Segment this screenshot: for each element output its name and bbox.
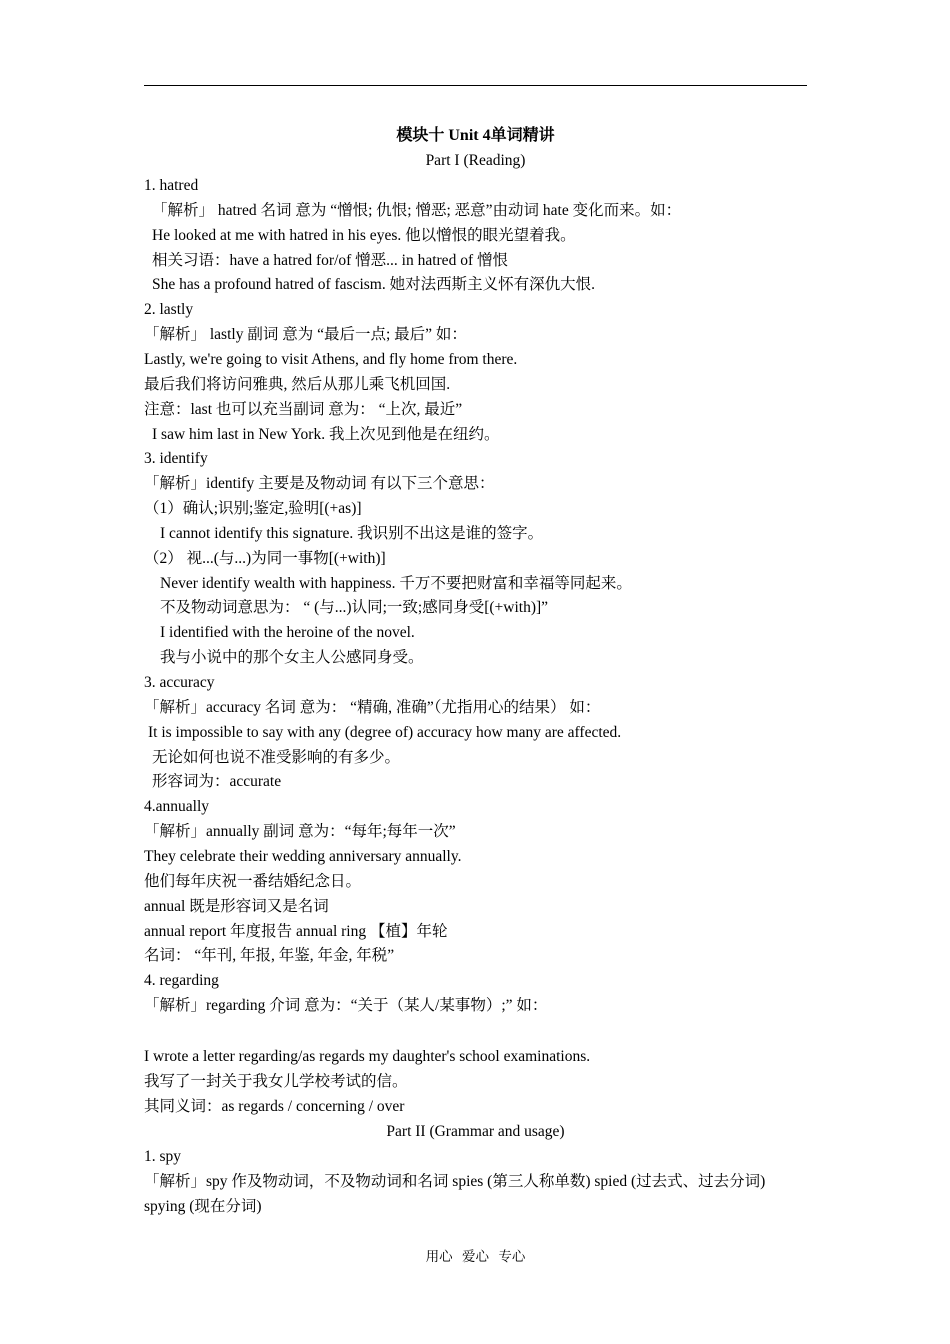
page-footer: 用心 爱心 专心: [425, 1249, 526, 1264]
text-line: 「解析」identify 主要是及物动词 有以下三个意思：: [144, 475, 495, 493]
text-line: annual 既是形容词又是名词: [144, 897, 329, 915]
text-line: I cannot identify this signature. 我识别不出这是谁的签字。: [160, 524, 544, 542]
text-line: 不及物动词意思为： “ (与...)认同;一致;感同身受[(+with)]”: [160, 599, 549, 617]
text-line: 1. hatred: [144, 177, 199, 194]
text-line: 注意：last 也可以充当副词 意为： “上次, 最近”: [144, 400, 463, 418]
document-title: 模块十 Unit 4单词精讲: [396, 127, 555, 144]
section-heading-part1: Part I (Reading): [425, 152, 526, 169]
text-line: 我与小说中的那个女主人公感同身受。: [160, 649, 424, 667]
text-line: She has a profound hatred of fascism. 她对法西斯主义怀有深仇大恨.: [152, 276, 595, 294]
section-heading-part2: Part II (Grammar and usage): [386, 1123, 565, 1140]
text-line: 无论如何也说不准受影响的有多少。: [152, 748, 401, 766]
text-line: 3. accuracy: [144, 674, 215, 691]
text-line: He looked at me with hatred in his eyes. 他以憎恨的眼光望着我。: [152, 226, 576, 244]
text-line: （2） 视...(与...)为同一事物[(+with)]: [144, 549, 386, 567]
text-line: 形容词为：accurate: [152, 773, 282, 791]
text-line: I wrote a letter regarding/as regards my daughter's school examinations.: [144, 1048, 591, 1065]
text-line: Never identify wealth with happiness. 千万不要把财富和幸福等同起来。: [160, 574, 632, 592]
text-line: 「解析」accuracy 名词 意为： “精确, 准确”（尤指用心的结果） 如：: [144, 698, 601, 716]
text-line: 「解析」 lastly 副词 意为 “最后一点; 最后” 如：: [144, 326, 467, 344]
header-rule: [144, 85, 807, 86]
text-line: 其同义词：as regards / concerning / over: [144, 1097, 405, 1115]
text-line: annual report 年度报告 annual ring 【植】年轮: [144, 922, 448, 940]
text-line: 4.annually: [144, 798, 209, 816]
text-line: 最后我们将访问雅典, 然后从那儿乘飞机回国.: [144, 375, 451, 393]
text-line: Lastly, we're going to visit Athens, and fly home from there.: [144, 350, 518, 368]
text-line: 4. regarding: [144, 972, 219, 990]
text-line: 「解析」 hatred 名词 意为 “憎恨; 仇恨; 憎恶; 恶意”由动词 hate 变化而来。如：: [152, 201, 682, 219]
text-line: 名词： “年刊, 年报, 年鉴, 年金, 年税”: [144, 947, 395, 965]
text-line: 相关习语：have a hatred for/of 憎恶... in hatred of 憎恨: [152, 251, 508, 269]
text-line: 他们每年庆祝一番结婚纪念日。: [144, 872, 362, 890]
text-line: 「解析」spy 作及物动词，不及物动词和名词 spies (第三人称单数) spied (过去式、过去分词): [144, 1172, 766, 1190]
text-line: 2. lastly: [144, 301, 194, 319]
text-line: 「解析」annually 副词 意为：“每年;每年一次”: [144, 823, 456, 841]
text-line: 我写了一封关于我女儿学校考试的信。: [144, 1072, 408, 1090]
text-line: It is impossible to say with any (degree of) accuracy how many are affected.: [148, 723, 622, 741]
text-line: I identified with the heroine of the novel.: [160, 624, 415, 642]
text-line: I saw him last in New York. 我上次见到他是在纽约。: [152, 425, 500, 443]
text-line: They celebrate their wedding anniversary annually.: [144, 847, 462, 865]
text-line: 「解析」regarding 介词 意为：“关于（某人/某事物）;” 如：: [144, 997, 548, 1015]
text-line: spying (现在分词): [144, 1197, 262, 1215]
text-line: 1. spy: [144, 1148, 182, 1165]
text-line: 3. identify: [144, 450, 208, 468]
text-line: （1）确认;识别;鉴定,验明[(+as)]: [144, 500, 362, 518]
